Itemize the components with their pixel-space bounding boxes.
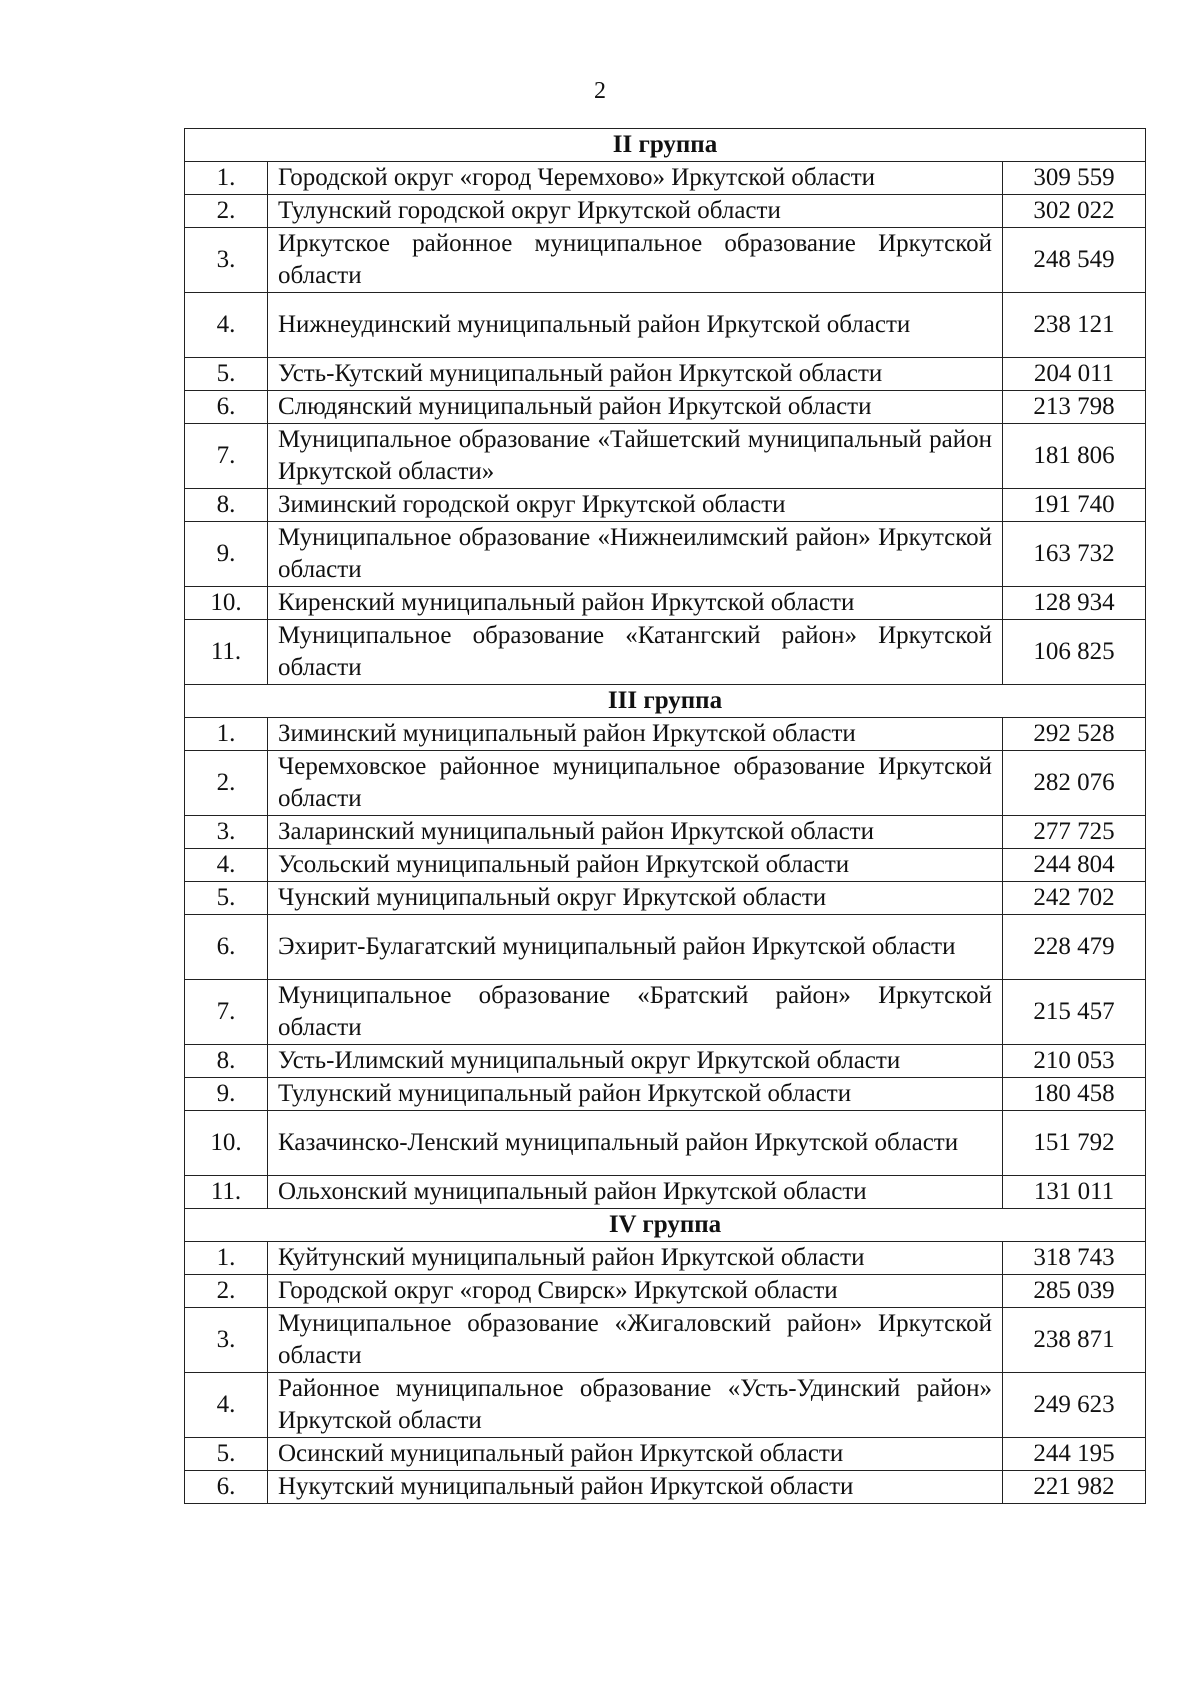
municipality-name: Муниципальное образование «Катангский район» Иркутской области [268, 620, 1003, 685]
municipality-name: Усть-Илимский муниципальный округ Иркутской области [268, 1045, 1003, 1078]
group-header-row [185, 1209, 1146, 1242]
row-number: 4. [185, 1373, 268, 1438]
municipality-name: Ольхонский муниципальный район Иркутской области [268, 1176, 1003, 1209]
group-header-row [185, 129, 1146, 162]
table-row [185, 587, 1146, 620]
row-number: 4. [185, 849, 268, 882]
row-number: 5. [185, 1438, 268, 1471]
municipality-name: Зиминский городской округ Иркутской области [268, 489, 1003, 522]
municipality-name: Нукутский муниципальный район Иркутской области [268, 1471, 1003, 1504]
amount-value: 210 053 [1003, 1045, 1146, 1078]
row-number: 7. [185, 424, 268, 489]
row-number: 2. [185, 195, 268, 228]
row-number: 4. [185, 293, 268, 358]
amount-value: 151 792 [1003, 1111, 1146, 1176]
municipality-name: Муниципальное образование «Жигаловский район» Иркутской области [268, 1308, 1003, 1373]
municipality-name: Казачинско-Ленский муниципальный район Иркутской области [268, 1111, 1003, 1176]
municipality-name: Усть-Кутский муниципальный район Иркутской области [268, 358, 1003, 391]
amount-value: 249 623 [1003, 1373, 1146, 1438]
allocation-table [184, 128, 1146, 1504]
amount-value: 163 732 [1003, 522, 1146, 587]
municipality-name: Киренский муниципальный район Иркутской области [268, 587, 1003, 620]
table-row [185, 1242, 1146, 1275]
row-number: 3. [185, 228, 268, 293]
municipality-name: Тулунский городской округ Иркутской области [268, 195, 1003, 228]
table-row [185, 1045, 1146, 1078]
amount-value: 131 011 [1003, 1176, 1146, 1209]
group-title: II группа [185, 129, 1146, 162]
table-row [185, 620, 1146, 685]
table-row [185, 293, 1146, 358]
row-number: 8. [185, 1045, 268, 1078]
row-number: 11. [185, 1176, 268, 1209]
row-number: 5. [185, 882, 268, 915]
amount-value: 285 039 [1003, 1275, 1146, 1308]
table-row [185, 195, 1146, 228]
table-row [185, 882, 1146, 915]
row-number: 2. [185, 751, 268, 816]
table-row [185, 718, 1146, 751]
row-number: 10. [185, 1111, 268, 1176]
row-number: 3. [185, 816, 268, 849]
table-row [185, 915, 1146, 980]
table-row [185, 424, 1146, 489]
amount-value: 318 743 [1003, 1242, 1146, 1275]
amount-value: 128 934 [1003, 587, 1146, 620]
table-row [185, 980, 1146, 1045]
group-header-row [185, 685, 1146, 718]
table-row [185, 358, 1146, 391]
table-row [185, 162, 1146, 195]
municipality-name: Районное муниципальное образование «Усть-Удинский район» Иркутской области [268, 1373, 1003, 1438]
amount-value: 238 871 [1003, 1308, 1146, 1373]
page-number: 2 [594, 78, 606, 104]
municipality-name: Муниципальное образование «Братский район» Иркутской области [268, 980, 1003, 1045]
table-row [185, 1275, 1146, 1308]
row-number: 11. [185, 620, 268, 685]
table-row [185, 489, 1146, 522]
row-number: 5. [185, 358, 268, 391]
amount-value: 204 011 [1003, 358, 1146, 391]
amount-value: 221 982 [1003, 1471, 1146, 1504]
group-title: IV группа [185, 1209, 1146, 1242]
row-number: 1. [185, 1242, 268, 1275]
amount-value: 302 022 [1003, 195, 1146, 228]
table-row [185, 1373, 1146, 1438]
municipality-name: Слюдянский муниципальный район Иркутской области [268, 391, 1003, 424]
amount-value: 248 549 [1003, 228, 1146, 293]
municipality-name: Муниципальное образование «Нижнеилимский район» Иркутской области [268, 522, 1003, 587]
municipality-name: Зиминский муниципальный район Иркутской области [268, 718, 1003, 751]
table-row [185, 1308, 1146, 1373]
table-row [185, 1176, 1146, 1209]
municipality-name: Заларинский муниципальный район Иркутской области [268, 816, 1003, 849]
amount-value: 191 740 [1003, 489, 1146, 522]
row-number: 6. [185, 391, 268, 424]
table-row [185, 751, 1146, 816]
row-number: 1. [185, 718, 268, 751]
amount-value: 215 457 [1003, 980, 1146, 1045]
table-row [185, 1111, 1146, 1176]
table-row [185, 1078, 1146, 1111]
amount-value: 242 702 [1003, 882, 1146, 915]
table-row [185, 522, 1146, 587]
municipality-name: Эхирит-Булагатский муниципальный район Иркутской области [268, 915, 1003, 980]
municipality-name: Городской округ «город Черемхово» Иркутской области [268, 162, 1003, 195]
group-title: III группа [185, 685, 1146, 718]
amount-value: 181 806 [1003, 424, 1146, 489]
amount-value: 238 121 [1003, 293, 1146, 358]
table-row [185, 849, 1146, 882]
row-number: 6. [185, 1471, 268, 1504]
row-number: 10. [185, 587, 268, 620]
municipality-name: Усольский муниципальный район Иркутской области [268, 849, 1003, 882]
row-number: 3. [185, 1308, 268, 1373]
amount-value: 244 195 [1003, 1438, 1146, 1471]
municipality-name: Иркутское районное муниципальное образование Иркутской области [268, 228, 1003, 293]
municipality-name: Чунский муниципальный округ Иркутской области [268, 882, 1003, 915]
municipality-name: Куйтунский муниципальный район Иркутской области [268, 1242, 1003, 1275]
amount-value: 309 559 [1003, 162, 1146, 195]
table-body [185, 129, 1146, 1504]
row-number: 7. [185, 980, 268, 1045]
table-row [185, 1438, 1146, 1471]
amount-value: 106 825 [1003, 620, 1146, 685]
amount-value: 213 798 [1003, 391, 1146, 424]
amount-value: 292 528 [1003, 718, 1146, 751]
amount-value: 277 725 [1003, 816, 1146, 849]
municipality-name: Черемховское районное муниципальное образование Иркутской области [268, 751, 1003, 816]
municipality-name: Осинский муниципальный район Иркутской области [268, 1438, 1003, 1471]
table-row [185, 816, 1146, 849]
row-number: 6. [185, 915, 268, 980]
row-number: 9. [185, 522, 268, 587]
municipality-name: Муниципальное образование «Тайшетский муниципальный район Иркутской области» [268, 424, 1003, 489]
table-row [185, 391, 1146, 424]
municipality-name: Тулунский муниципальный район Иркутской области [268, 1078, 1003, 1111]
amount-value: 180 458 [1003, 1078, 1146, 1111]
amount-value: 228 479 [1003, 915, 1146, 980]
table-row [185, 228, 1146, 293]
amount-value: 244 804 [1003, 849, 1146, 882]
row-number: 2. [185, 1275, 268, 1308]
row-number: 9. [185, 1078, 268, 1111]
row-number: 8. [185, 489, 268, 522]
amount-value: 282 076 [1003, 751, 1146, 816]
municipality-name: Городской округ «город Свирск» Иркутской области [268, 1275, 1003, 1308]
table-row [185, 1471, 1146, 1504]
municipality-name: Нижнеудинский муниципальный район Иркутской области [268, 293, 1003, 358]
row-number: 1. [185, 162, 268, 195]
